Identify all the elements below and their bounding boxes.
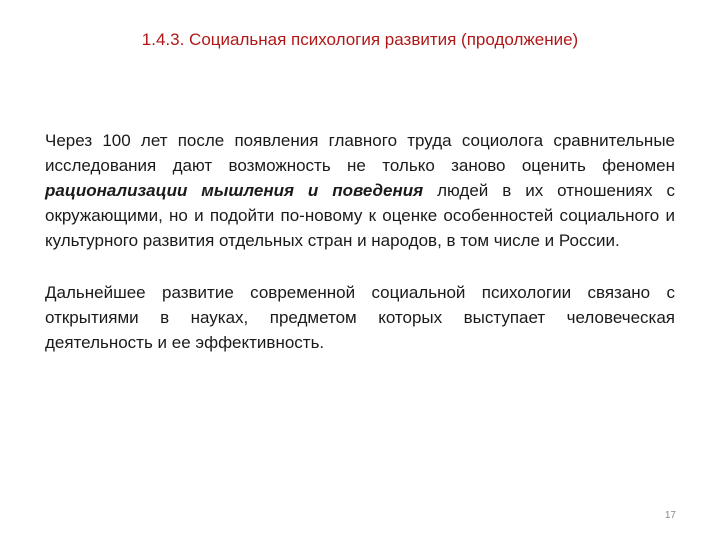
slide-title: 1.4.3. Социальная психология развития (продолжение) [141, 30, 579, 49]
paragraph-1-emphasis: рационализации мышления и поведения [45, 181, 424, 200]
slide-body [45, 128, 675, 382]
paragraph-1 [45, 128, 675, 253]
paragraph-2: Дальнейшее развитие современной социальной психологии связано с открытиями в науках, предметом которых выступает человеческая деятельность и ее эффективность. [45, 283, 675, 352]
page-number: 17 [664, 510, 676, 521]
paragraph-1-text-start: Через 100 лет после появления главного труда социолога сравнительные исследования дают возможность не только заново оценить феномен [45, 131, 675, 175]
paragraph-1-text-end: людей в их отношениях с окружающими, но и подойти по-новому к оценке особенностей социального и культурного развития отдельных стран и народов, в том числе и России. [45, 181, 675, 250]
